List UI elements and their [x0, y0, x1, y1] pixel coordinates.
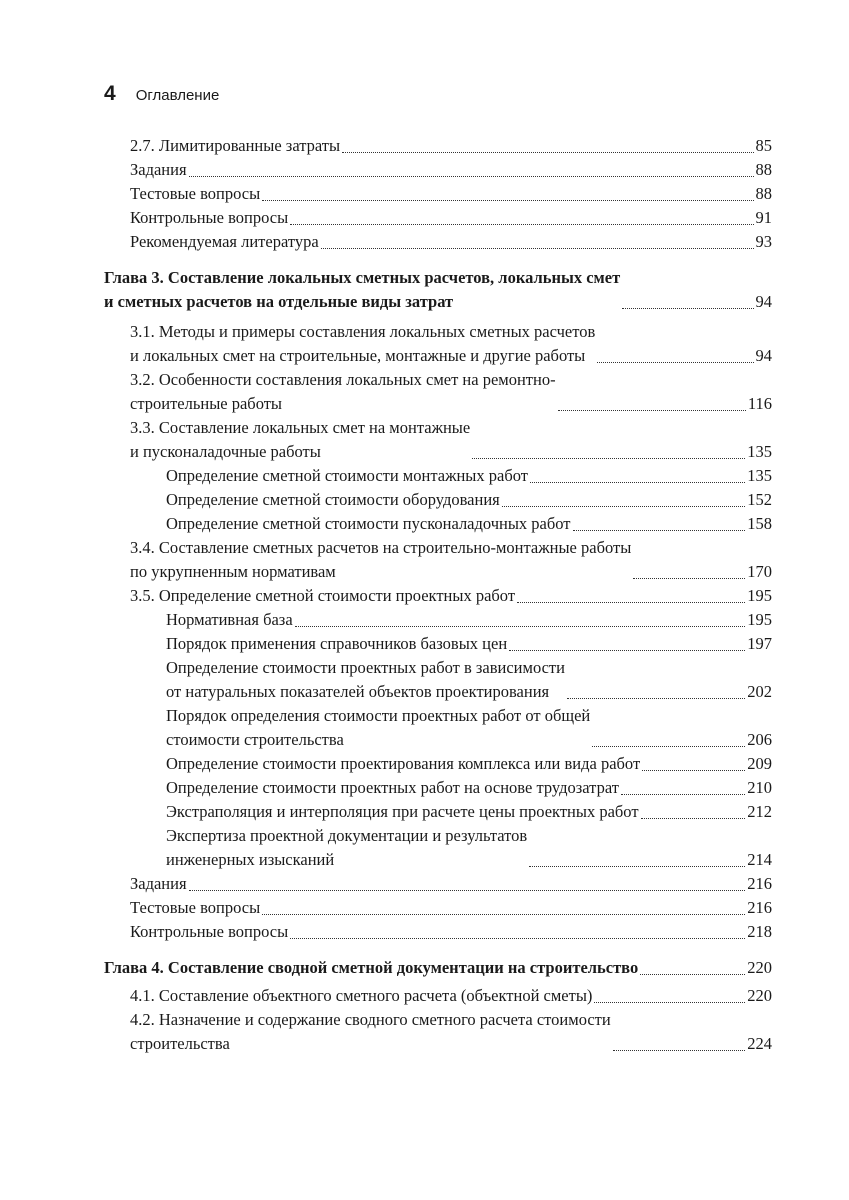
- toc-entry[interactable]: [104, 512, 772, 536]
- dot-leader: [621, 793, 745, 795]
- toc-entry-line: 4.2. Назначение и содержание сводного сметного расчета стоимости: [130, 1010, 611, 1029]
- toc-entry-page: 197: [747, 634, 772, 653]
- toc-entry-line: 3.1. Методы и примеры составления локальных сметных расчетов: [130, 322, 596, 341]
- toc-entry-line: от натуральных показателей объектов проектирования: [166, 682, 550, 701]
- toc-entry-page: 170: [747, 562, 772, 581]
- toc-entry-title: Определение сметной стоимости оборудования: [166, 490, 500, 509]
- dot-leader: [290, 223, 753, 225]
- toc-entry-line: стоимости строительства: [166, 730, 344, 749]
- toc-entry[interactable]: [104, 800, 772, 824]
- toc-entry-page: 195: [747, 586, 772, 605]
- toc-entry-title: Задания: [130, 160, 187, 179]
- toc-entry[interactable]: [104, 632, 772, 656]
- dot-leader: [295, 625, 746, 627]
- toc-entry[interactable]: [104, 872, 772, 896]
- toc-entry-page: 212: [747, 802, 772, 821]
- dot-leader: [594, 1001, 745, 1003]
- toc-entry-title: [130, 1008, 611, 1056]
- toc-entry-title: Определение стоимости проектных работ на основе трудозатрат: [166, 778, 619, 797]
- running-title: Оглавление: [135, 87, 220, 104]
- toc-entry-line: по укрупненным нормативам: [130, 562, 336, 581]
- toc-entry[interactable]: [104, 1008, 772, 1056]
- dot-leader: [189, 889, 746, 891]
- toc-entry-page: 88: [755, 184, 772, 203]
- toc-entry[interactable]: [104, 320, 772, 368]
- toc-entry-title: [130, 368, 556, 416]
- toc-entry-page: 224: [747, 1034, 772, 1053]
- toc-entry-title: 2.7. Лимитированные затраты: [130, 136, 341, 155]
- toc-entry-page: 195: [747, 610, 772, 629]
- dot-leader: [262, 199, 753, 201]
- toc-entry[interactable]: [104, 608, 772, 632]
- dot-leader: [567, 697, 745, 699]
- toc-entry-page: 206: [747, 730, 772, 749]
- dot-leader: [321, 247, 754, 249]
- toc-entry-title: Тестовые вопросы: [130, 898, 261, 917]
- page-header: [104, 82, 219, 106]
- toc-entry-title: Определение сметной стоимости пусконаладочных работ: [166, 514, 571, 533]
- toc-entry-page: 93: [755, 232, 772, 251]
- dot-leader: [517, 601, 745, 603]
- toc-entry-page: 216: [747, 898, 772, 917]
- dot-leader: [573, 529, 746, 531]
- toc-entry[interactable]: [104, 536, 772, 584]
- toc-entry-title: Контрольные вопросы: [130, 922, 289, 941]
- toc-entry-page: 116: [747, 394, 772, 413]
- toc-entry-page: 220: [747, 986, 772, 1005]
- toc-entry-title: [130, 416, 470, 464]
- toc-entry-page: 209: [747, 754, 772, 773]
- toc-entry[interactable]: [104, 182, 772, 206]
- toc-entry[interactable]: [104, 656, 772, 704]
- toc-entry-line: инженерных изысканий: [166, 850, 335, 869]
- toc-entry-title: [166, 824, 527, 872]
- toc-entry-title: Определение стоимости проектирования комплекса или вида работ: [166, 754, 641, 773]
- toc-entry-line: Экспертиза проектной документации и результатов: [166, 826, 528, 845]
- dot-leader: [597, 361, 753, 363]
- toc-entry[interactable]: [104, 206, 772, 230]
- toc-entry-page: 135: [747, 442, 772, 461]
- toc-entry-title: Нормативная база: [166, 610, 293, 629]
- toc-entry-page: 135: [747, 466, 772, 485]
- toc-entry[interactable]: [104, 158, 772, 182]
- dot-leader: [502, 505, 746, 507]
- dot-leader: [622, 307, 753, 309]
- toc-entry-title: [166, 656, 565, 704]
- dot-leader: [509, 649, 745, 651]
- toc-entry-page: 158: [747, 514, 772, 533]
- dot-leader: [342, 151, 753, 153]
- dot-leader: [641, 817, 746, 819]
- toc-entry-line: строительные работы: [130, 394, 283, 413]
- toc-entry[interactable]: [104, 752, 772, 776]
- toc-entry[interactable]: [104, 920, 772, 944]
- toc-entry[interactable]: [104, 488, 772, 512]
- toc-entry-line: и локальных смет на строительные, монтажные и другие работы: [130, 346, 586, 365]
- page-number: 4: [104, 82, 116, 105]
- dot-leader: [290, 937, 745, 939]
- toc-entry-title: Тестовые вопросы: [130, 184, 261, 203]
- toc-entry-line: 3.4. Составление сметных расчетов на строительно-монтажные работы: [130, 538, 632, 557]
- dot-leader: [558, 409, 746, 411]
- toc-entry-title: 3.5. Определение сметной стоимости проектных работ: [130, 586, 516, 605]
- toc-entry-title: Контрольные вопросы: [130, 208, 289, 227]
- toc-entry[interactable]: [104, 368, 772, 416]
- dot-leader: [592, 745, 745, 747]
- toc-entry-page: 218: [747, 922, 772, 941]
- toc-entry-page: 91: [755, 208, 772, 227]
- toc-entry-page: 88: [755, 160, 772, 179]
- toc-entry-title: Задания: [130, 874, 187, 893]
- dot-leader: [613, 1049, 746, 1051]
- toc-entry[interactable]: [104, 776, 772, 800]
- toc-entry-title: Экстраполяция и интерполяция при расчете цены проектных работ: [166, 802, 639, 821]
- toc-entry[interactable]: [104, 416, 772, 464]
- toc-entry-page: 152: [747, 490, 772, 509]
- toc-entry-page: 94: [755, 292, 772, 311]
- toc-entry-title: Порядок применения справочников базовых цен: [166, 634, 508, 653]
- toc-entry-line: Глава 3. Составление локальных сметных расчетов, локальных смет: [104, 268, 621, 287]
- toc-entry-title: Рекомендуемая литература: [130, 232, 319, 251]
- toc-entry-page: 216: [747, 874, 772, 893]
- toc-entry-line: Определение стоимости проектных работ в зависимости: [166, 658, 565, 677]
- toc-entry-title: [166, 704, 590, 752]
- toc-entry-page: 94: [755, 346, 772, 365]
- dot-leader: [529, 865, 745, 867]
- dot-leader: [189, 175, 754, 177]
- toc-entry[interactable]: [104, 464, 772, 488]
- toc-entry-title: [130, 536, 631, 584]
- toc-entry-line: Порядок определения стоимости проектных работ от общей: [166, 706, 591, 725]
- dot-leader: [640, 973, 745, 975]
- dot-leader: [472, 457, 745, 459]
- toc-entry-title: 4.1. Составление объектного сметного расчета (объектной сметы): [130, 986, 593, 1005]
- dot-leader: [633, 577, 745, 579]
- toc-entry-page: 220: [747, 958, 772, 977]
- toc-entry-title: [104, 266, 620, 314]
- toc-entry[interactable]: [104, 704, 772, 752]
- toc-entry-title: Глава 4. Составление сводной сметной документации на строительство: [104, 958, 639, 977]
- toc-entry-line: и сметных расчетов на отдельные виды затрат: [104, 292, 454, 311]
- toc-entry[interactable]: [104, 824, 772, 872]
- toc-entry-title: Определение сметной стоимости монтажных работ: [166, 466, 528, 485]
- toc-entry-line: строительства: [130, 1034, 230, 1053]
- toc-entry-line: 3.3. Составление локальных смет на монтажные: [130, 418, 471, 437]
- toc-entry-title: [130, 320, 595, 368]
- table-of-contents: [104, 134, 772, 1056]
- dot-leader: [530, 481, 745, 483]
- toc-entry[interactable]: [104, 896, 772, 920]
- toc-entry[interactable]: [104, 984, 772, 1008]
- toc-entry[interactable]: [104, 230, 772, 254]
- toc-entry-line: 3.2. Особенности составления локальных смет на ремонтно-: [130, 370, 556, 389]
- toc-entry-page: 214: [747, 850, 772, 869]
- toc-entry-page: 85: [755, 136, 772, 155]
- toc-entry[interactable]: [104, 134, 772, 158]
- toc-entry-line: и пусконаладочные работы: [130, 442, 321, 461]
- toc-chapter-3[interactable]: [104, 266, 772, 314]
- toc-entry-page: 202: [747, 682, 772, 701]
- dot-leader: [642, 769, 745, 771]
- toc-entry-page: 210: [747, 778, 772, 797]
- toc-entry[interactable]: [104, 584, 772, 608]
- toc-chapter-4[interactable]: [104, 956, 772, 980]
- dot-leader: [262, 913, 745, 915]
